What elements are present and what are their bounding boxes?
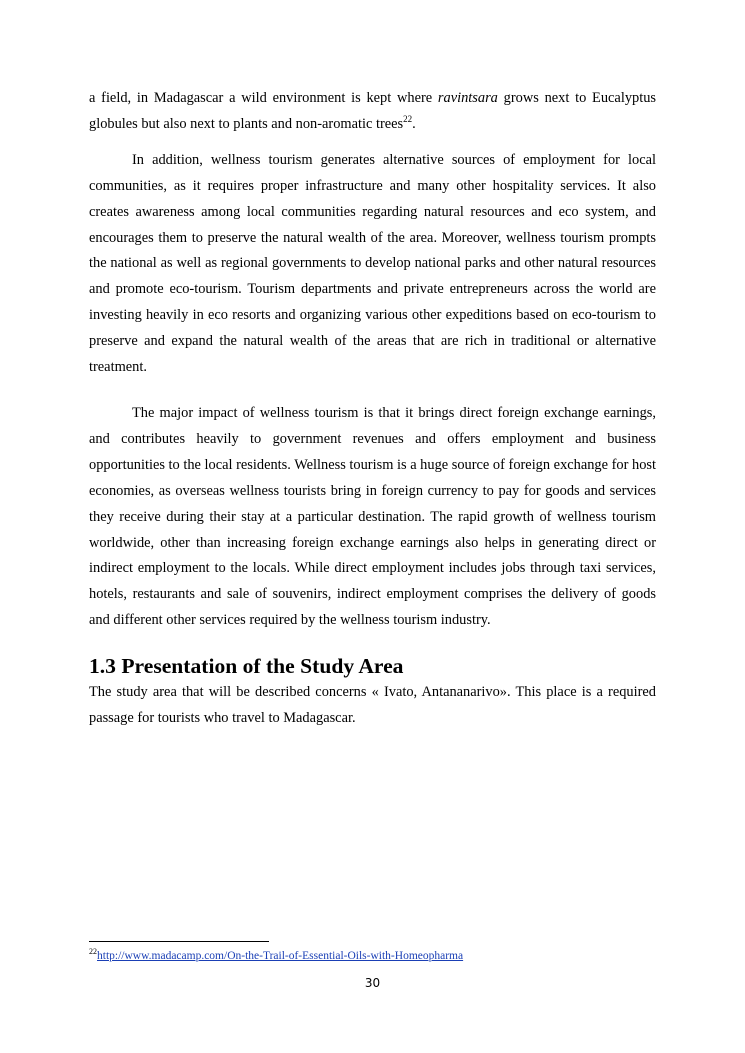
plant-name-italic: ravintsara [437, 90, 498, 106]
page-number: 30 [364, 976, 381, 990]
footnote-divider [89, 941, 269, 942]
paragraph-wellness-employment: In addition, wellness tourism generates alternative sources of employment for local communities, as it requires proper infrastructure and many other hospitality services. It also creates awareness among local communities regarding natural resources and eco system, and encourages them to preserve the natural wealth of the area. Moreover, wellness tourism prompts the national as well as regional governments to develop national parks and other natural resources and promote eco-tourism. Tourism departments and private entrepreneurs across the world are investing heavily in eco resorts and organizing various other expeditions based on eco-tourism to preserve and expand the natural wealth of the areas that are rich in traditional or alternative treatment. [89, 151, 656, 376]
section-heading: 1.3 Presentation of the Study Area [89, 654, 404, 679]
body-text [89, 86, 656, 732]
paragraph-end: . [412, 115, 416, 132]
footnote-reference[interactable]: 22 [403, 114, 413, 125]
footnote-number: 22 [89, 947, 97, 957]
paragraph-study-area: The study area that will be described concerns « Ivato, Antananarivo». This place is a required passage for tourists who travel to Madagascar. [89, 684, 656, 726]
paragraph-foreign-exchange: The major impact of wellness tourism is that it brings direct foreign exchange earnings, and contributes heavily to government revenues and offers employment and business opportunities to the local residents. Wellness tourism is a huge source of foreign exchange for host economies, as overseas wellness tourists bring in foreign currency to pay for goods and services they receive during their stay at a particular destination. The rapid growth of wellness tourism worldwide, other than increasing foreign exchange earnings also helps in generating direct or indirect employment to the locals. While direct employment includes jobs through taxi services, hotels, restaurants and sale of souvenirs, indirect employment comprises the delivery of goods and different other services required by the wellness tourism industry. [89, 404, 656, 629]
footnote [89, 948, 463, 964]
paragraph-continuation [89, 86, 656, 138]
paragraph-text: grows next to Eucalyptus globules but also next to plants and non-aromatic trees [89, 90, 657, 132]
paragraph-text: a field, in Madagascar a wild environment is kept where [89, 90, 438, 106]
footnote-link[interactable]: http://www.madacamp.com/On-the-Trail-of-Essential-Oils-with-Homeopharma [97, 950, 464, 962]
